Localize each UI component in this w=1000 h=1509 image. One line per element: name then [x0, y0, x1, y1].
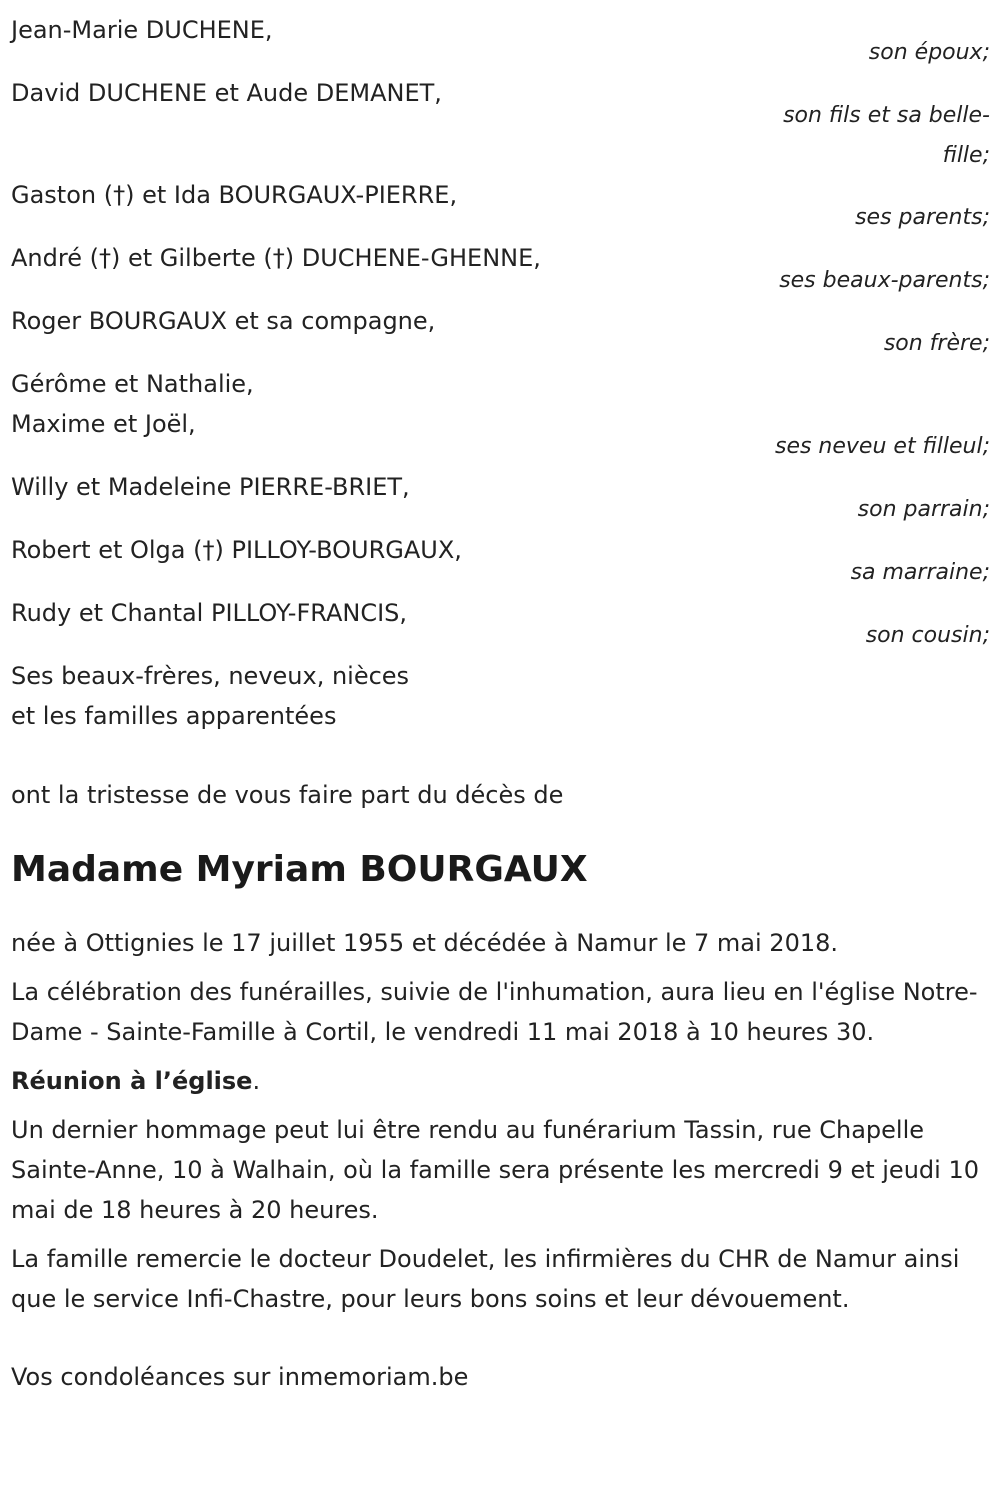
birth-death-text: née à Ottignies le 17 juillet 1955 et décédée à Namur le 7 mai 2018.	[11, 929, 839, 957]
relative-entry	[11, 175, 990, 238]
relative-role: son fils et sa belle-fille;	[783, 103, 990, 168]
relative-entry	[11, 238, 990, 301]
relative-entry	[11, 73, 990, 175]
relative-entry	[11, 364, 990, 467]
condolences-text: Vos condoléances sur inmemoriam.be	[11, 1363, 469, 1391]
meeting-suffix: .	[252, 1067, 261, 1095]
relative-name: Gérôme et Nathalie, Maxime et Joël,	[11, 370, 254, 438]
relative-role: son époux;	[868, 40, 990, 65]
relative-entry	[11, 593, 990, 656]
relative-name: Gaston (†) et Ida BOURGAUX-PIERRE,	[11, 181, 458, 209]
announcement-text: ont la tristesse de vous faire part du décès de	[11, 781, 564, 809]
relative-name: Rudy et Chantal PILLOY-FRANCIS,	[11, 599, 408, 627]
relative-name: Jean-Marie DUCHENE,	[11, 16, 273, 44]
tribute-text: Un dernier hommage peut lui être rendu au funérarium Tassin, rue Chapelle Sainte-Anne, 10 à Walhain, où la famille sera présente les mercredi 9 et jeudi 10 mai de 18 heures à 20 heures.	[11, 1116, 979, 1224]
meeting-text	[11, 1061, 991, 1101]
relatives-list	[11, 10, 990, 736]
relative-name: Willy et Madeleine PIERRE-BRIET,	[11, 473, 410, 501]
relative-entry	[11, 530, 990, 593]
relative-role: ses beaux-parents;	[779, 268, 990, 293]
relative-role: sa marraine;	[850, 560, 990, 585]
relative-role: ses neveu et filleul;	[774, 434, 990, 459]
relative-role: son frère;	[883, 331, 990, 356]
relative-role: son parrain;	[857, 497, 990, 522]
relative-entry	[11, 656, 990, 736]
relative-entry	[11, 467, 990, 530]
meeting-bold: Réunion à l’église	[11, 1067, 253, 1095]
relative-entry	[11, 10, 990, 73]
relative-name: Ses beaux-frères, neveux, nièces et les familles apparentées	[11, 662, 410, 730]
ceremony-text: La célébration des funérailles, suivie de l'inhumation, aura lieu en l'église Notre-Dame - Sainte-Famille à Cortil, le vendredi 11 mai 2018 à 10 heures 30.	[11, 978, 978, 1046]
thanks-text: La famille remercie le docteur Doudelet, les infirmières du CHR de Namur ainsi que le service Infi-Chastre, pour leurs bons soins et leur dévouement.	[11, 1245, 960, 1313]
relative-name: André (†) et Gilberte (†) DUCHENE-GHENNE,	[11, 244, 541, 272]
relative-role: son cousin;	[865, 623, 990, 648]
relative-name: Robert et Olga (†) PILLOY-BOURGAUX,	[11, 536, 462, 564]
relative-name: Roger BOURGAUX et sa compagne,	[11, 307, 436, 335]
relative-role: ses parents;	[855, 205, 990, 230]
deceased-name: Madame Myriam BOURGAUX	[11, 849, 588, 890]
relative-name: David DUCHENE et Aude DEMANET,	[11, 79, 442, 107]
relative-entry	[11, 301, 990, 364]
